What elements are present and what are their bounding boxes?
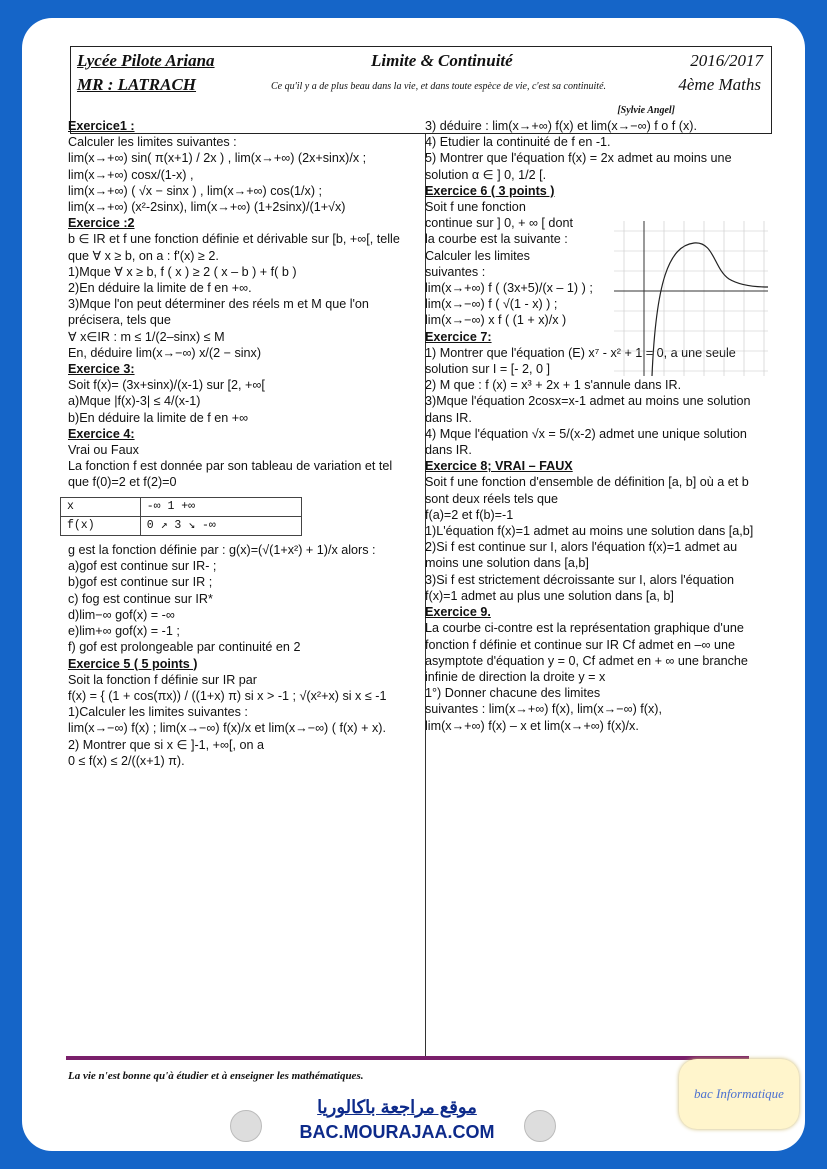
text-line: 1)Mque ∀ x ≥ b, f ( x ) ≥ 2 ( x – b ) + f( b ) bbox=[68, 264, 297, 279]
text-line: Exercice :2 bbox=[68, 216, 135, 231]
text-line: Exercice1 : bbox=[68, 119, 135, 133]
school-year: 2016/2017 bbox=[690, 51, 763, 70]
text-line: En, déduire lim(x→−∞) x/(2 − sinx) bbox=[68, 345, 262, 360]
text-line: Exercice 8; VRAI – FAUX bbox=[425, 459, 573, 474]
text-line: la courbe est la suivante : bbox=[425, 232, 568, 247]
text-line: Calculer les limites suivantes : bbox=[68, 135, 237, 150]
text-line: 4) Etudier la continuité de f en -1. bbox=[425, 135, 611, 150]
variation-table bbox=[60, 497, 302, 536]
text-line: lim(x→+∞) f(x) – x et lim(x→+∞) f(x)/x. bbox=[425, 718, 639, 733]
footer-divider bbox=[66, 1056, 749, 1060]
text-line: 2) Montrer que si x ∈ ]-1, +∞[, on a bbox=[68, 737, 264, 752]
curve-graph bbox=[614, 221, 768, 376]
header-quote: Ce qu'il y a de plus beau dans la vie, et dans toute espèce de vie, c'est sa continuité. bbox=[271, 81, 607, 92]
brand-arabic[interactable]: موقع مراجعة باكالوريا bbox=[317, 1097, 477, 1117]
text-line: La courbe ci-contre est la représentation graphique d'une fonction f définie et continue sur IR Cf admet en –∞ une asymptote d'équation y = 0, Cf admet en + ∞ une branche infinie de direction la droite y = x bbox=[425, 621, 748, 684]
document-page bbox=[22, 18, 805, 1151]
text-line: 1)L'équation f(x)=1 admet au moins une solution dans [a,b] bbox=[425, 524, 754, 539]
text-line: continue sur ] 0, + ∞ [ dont bbox=[425, 216, 573, 231]
text-line: suivantes : lim(x→+∞) f(x), lim(x→−∞) f(x), bbox=[425, 702, 662, 717]
right-column bbox=[425, 118, 768, 734]
text-line: La fonction f est donnée par son tableau de variation et tel que f(0)=2 et f(2)=0 bbox=[68, 459, 393, 490]
text-line: b)gof est continue sur IR ; bbox=[68, 575, 213, 590]
text-line: Exercice 6 ( 3 points ) bbox=[425, 183, 555, 198]
text-line: 5) Montrer que l'équation f(x) = 2x admet au moins une solution α ∈ ] 0, 1/2 [. bbox=[425, 151, 732, 182]
site-brand[interactable] bbox=[282, 1097, 512, 1143]
text-line: Exercice 9. bbox=[425, 605, 491, 620]
text-line: a)Mque |f(x)-3| ≤ 4/(x-1) bbox=[68, 394, 201, 409]
left-column bbox=[68, 118, 410, 769]
text-line: g est la fonction définie par : g(x)=(√(1+x²) + 1)/x alors : bbox=[68, 543, 376, 558]
table-cell: -∞ 1 +∞ bbox=[140, 497, 301, 516]
text-line: 4) Mque l'équation √x = 5/(x-2) admet une unique solution dans IR. bbox=[425, 426, 747, 458]
text-line: 1)Calculer les limites suivantes : bbox=[68, 705, 248, 720]
text-line: Soit f une fonction d'ensemble de définition [a, b] où a et b sont deux réels tels que bbox=[425, 475, 749, 506]
bac-info-badge: bac Informatique bbox=[679, 1059, 799, 1129]
text-line: lim(x→+∞) f ( (3x+5)/(x – 1) ) ; bbox=[425, 281, 593, 296]
text-line: 2)Si f est continue sur I, alors l'équation f(x)=1 admet au moins une solution dans [a,b] bbox=[425, 540, 738, 571]
class-level: 4ème Maths bbox=[678, 75, 761, 94]
text-line: Exercice 4: bbox=[68, 426, 135, 441]
text-line: lim(x→+∞) (x²-2sinx), lim(x→+∞) (1+2sinx)/(1+√x) bbox=[68, 200, 346, 215]
school-name: Lycée Pilote Ariana bbox=[77, 51, 215, 70]
text-line: 3) déduire : lim(x→+∞) f(x) et lim(x→−∞) f o f (x). bbox=[425, 119, 697, 133]
text-line: b)En déduire la limite de f en +∞ bbox=[68, 410, 249, 425]
text-line: Vrai ou Faux bbox=[68, 443, 139, 458]
text-line: Soit f(x)= (3x+sinx)/(x-1) sur [2, +∞[ bbox=[68, 378, 265, 393]
text-line: 1) Montrer que l'équation (E) x⁷ - x² + 1 = 0, a une seule solution sur I = [- 2, 0 ] bbox=[425, 345, 736, 377]
text-line: lim(x→+∞) sin( π(x+1) / 2x ) , lim(x→+∞) (2x+sinx)/x ; lim(x→+∞) cosx/(1-x) , bbox=[68, 151, 367, 182]
text-line: 2) M que : f (x) = x³ + 2x + 1 s'annule dans IR. bbox=[425, 378, 682, 393]
text-line: 3)Mque l'équation 2cosx=x-1 admet au moins une solution dans IR. bbox=[425, 394, 751, 425]
text-line: ∀ x∈IR : m ≤ 1/(2–sinx) ≤ M bbox=[68, 329, 225, 344]
text-line: Exercice 7: bbox=[425, 329, 492, 344]
text-line: d)lim−∞ gof(x) = -∞ bbox=[68, 607, 175, 622]
table-cell: 0 ↗ 3 ↘ -∞ bbox=[140, 516, 301, 535]
text-line: lim(x→−∞) f ( √(1 - x) ) ; bbox=[425, 297, 558, 312]
footer-motto: La vie n'est bonne qu'à étudier et à enseigner les mathématiques. bbox=[68, 1070, 364, 1082]
text-line: 0 ≤ f(x) ≤ 2/((x+1) π). bbox=[68, 753, 185, 768]
text-line: lim(x→−∞) f(x) ; lim(x→−∞) f(x)/x et lim(x→−∞) ( f(x) + x). bbox=[68, 721, 386, 736]
text-line: Soit la fonction f définie sur IR par bbox=[68, 672, 258, 687]
quote-author: [Sylvie Angel] bbox=[617, 105, 675, 116]
text-line: a)gof est continue sur IR- ; bbox=[68, 559, 217, 574]
text-line: 1°) Donner chacune des limites bbox=[425, 686, 601, 701]
site-logo-icon bbox=[230, 1110, 262, 1142]
text-line: f(a)=2 et f(b)=-1 bbox=[425, 507, 514, 522]
text-line: f) gof est prolongeable par continuité en 2 bbox=[68, 640, 301, 655]
text-line: Soit f une fonction bbox=[425, 200, 526, 215]
text-line: 2)En déduire la limite de f en +∞. bbox=[68, 281, 252, 296]
text-line: lim(x→−∞) x f ( (1 + x)/x ) bbox=[425, 313, 567, 328]
text-line: 3)Mque l'on peut déterminer des réels m et M que l'on précisera, tels que bbox=[68, 297, 369, 328]
text-line: e)lim+∞ gof(x) = -1 ; bbox=[68, 624, 180, 639]
text-line: suivantes : bbox=[425, 264, 486, 279]
text-line: 3)Si f est strictement décroissante sur I, alors l'équation f(x)=1 admet au plus une solution dans [a, b] bbox=[425, 572, 734, 603]
table-cell: f(x) bbox=[61, 516, 141, 535]
text-line: f(x) = { (1 + cos(πx)) / ((1+x) π) si x > -1 ; √(x²+x) si x ≤ -1 bbox=[68, 688, 387, 703]
text-line: lim(x→+∞) ( √x − sinx ) , lim(x→+∞) cos(1/x) ; bbox=[68, 183, 323, 198]
text-line: b ∈ IR et f une fonction définie et dérivable sur [b, +∞[, telle que ∀ x ≥ b, on a : f'(x) ≥ 2. bbox=[68, 232, 400, 263]
site-logo-icon bbox=[524, 1110, 556, 1142]
text-line: Exercice 3: bbox=[68, 362, 135, 377]
text-line: Exercice 5 ( 5 points ) bbox=[68, 656, 198, 671]
teacher-name: MR : LATRACH bbox=[77, 75, 197, 94]
text-line: c) fog est continue sur IR* bbox=[68, 591, 213, 606]
brand-url[interactable]: BAC.MOURAJAA.COM bbox=[299, 1122, 495, 1142]
table-cell: x bbox=[61, 497, 141, 516]
doc-title: Limite & Continuité bbox=[371, 51, 513, 70]
text-line: Calculer les limites bbox=[425, 248, 530, 263]
